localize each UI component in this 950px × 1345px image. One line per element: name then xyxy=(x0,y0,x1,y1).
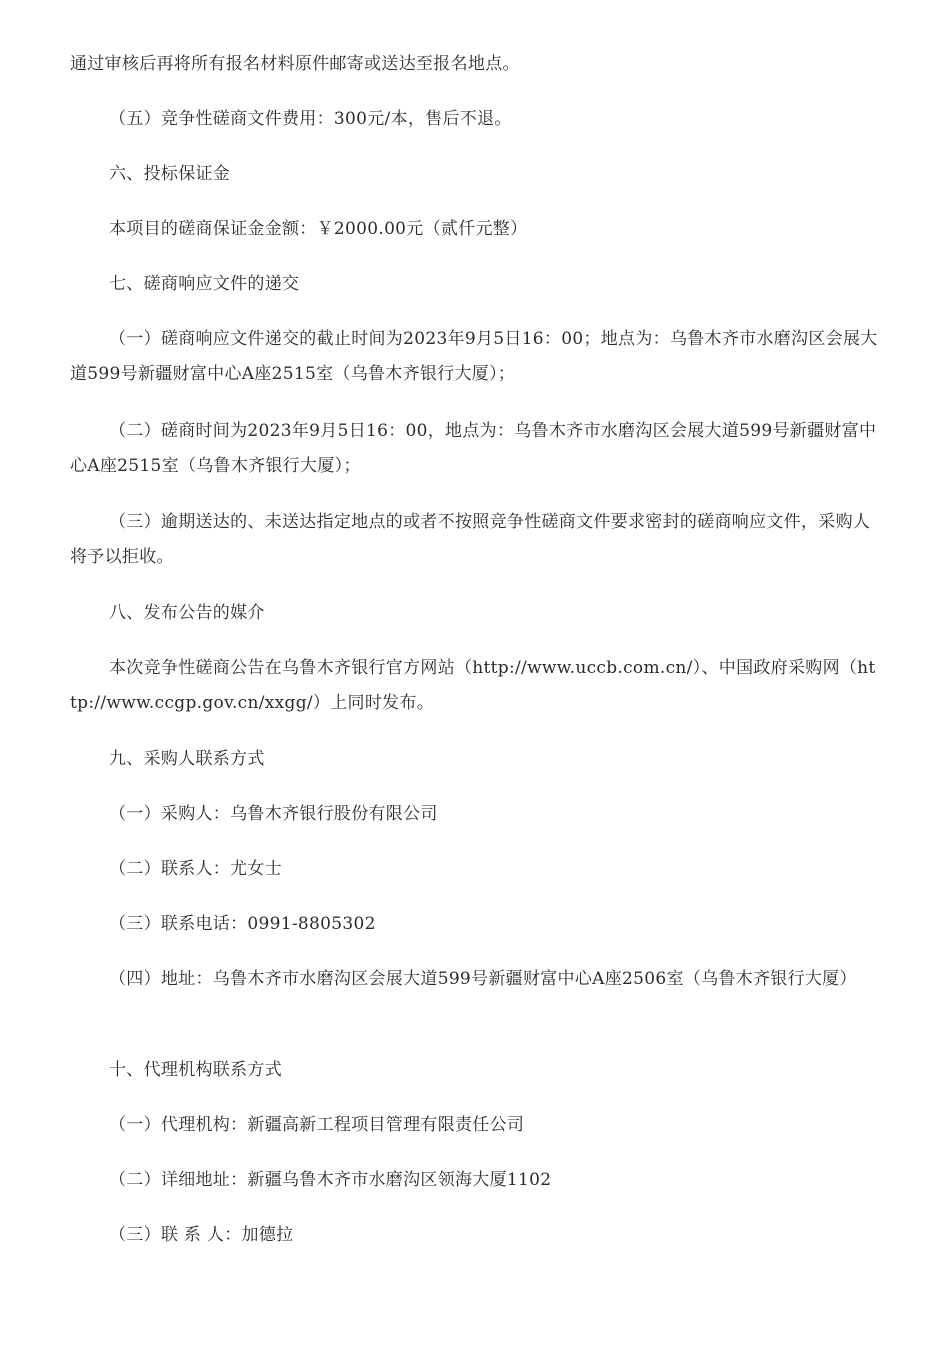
heading-agency-contact: 十、代理机构联系方式 xyxy=(109,1060,282,1080)
paragraph-purchaser: （一）采购人：乌鲁木齐银行股份有限公司 xyxy=(109,804,438,824)
paragraph-agency: （一）代理机构：新疆高新工程项目管理有限责任公司 xyxy=(109,1115,525,1135)
paragraph-bond-amount: 本项目的磋商保证金金额：￥2000.00元（贰仟元整） xyxy=(109,219,528,239)
heading-media: 八、发布公告的媒介 xyxy=(109,603,265,623)
heading-purchaser-contact: 九、采购人联系方式 xyxy=(109,749,265,769)
paragraph-submission-deadline: （一）磋商响应文件递交的截止时间为2023年9月5日16：00；地点为：乌鲁木齐市水磨沟区会展大道599号新疆财富中心A座2515室（乌鲁木齐银行大厦）； xyxy=(70,329,878,384)
paragraph-contact-person: （二）联系人：尤女士 xyxy=(109,859,282,879)
heading-submission: 七、磋商响应文件的递交 xyxy=(109,274,300,294)
paragraph-agency-contact-person: （三）联 系 人：加德拉 xyxy=(109,1225,294,1245)
paragraph-purchaser-address: （四）地址：乌鲁木齐市水磨沟区会展大道599号新疆财富中心A座2506室（乌鲁木齐银行大厦） xyxy=(109,969,857,989)
paragraph-publication: 本次竞争性磋商公告在乌鲁木齐银行官方网站（http://www.uccb.com.cn/）、中国政府采购网（http://www.ccgp.gov.cn/xxgg/）上同时发布。 xyxy=(70,658,876,713)
heading-bid-bond: 六、投标保证金 xyxy=(109,164,231,184)
paragraph-agency-address: （二）详细地址：新疆乌鲁木齐市水磨沟区领海大厦1102 xyxy=(109,1170,552,1190)
paragraph-rejection: （三）逾期送达的、未送达指定地点的或者不按照竞争性磋商文件要求密封的磋商响应文件，采购人将予以拒收。 xyxy=(70,512,871,567)
paragraph-contact-phone: （三）联系电话：0991-8805302 xyxy=(109,914,376,934)
paragraph-document-fee: （五）竞争性磋商文件费用：300元/本，售后不退。 xyxy=(109,109,512,129)
paragraph-continuation: 通过审核后再将所有报名材料原件邮寄或送达至报名地点。 xyxy=(70,54,520,74)
paragraph-negotiation-time: （二）磋商时间为2023年9月5日16：00，地点为：乌鲁木齐市水磨沟区会展大道599号新疆财富中心A座2515室（乌鲁木齐银行大厦）； xyxy=(70,421,877,476)
